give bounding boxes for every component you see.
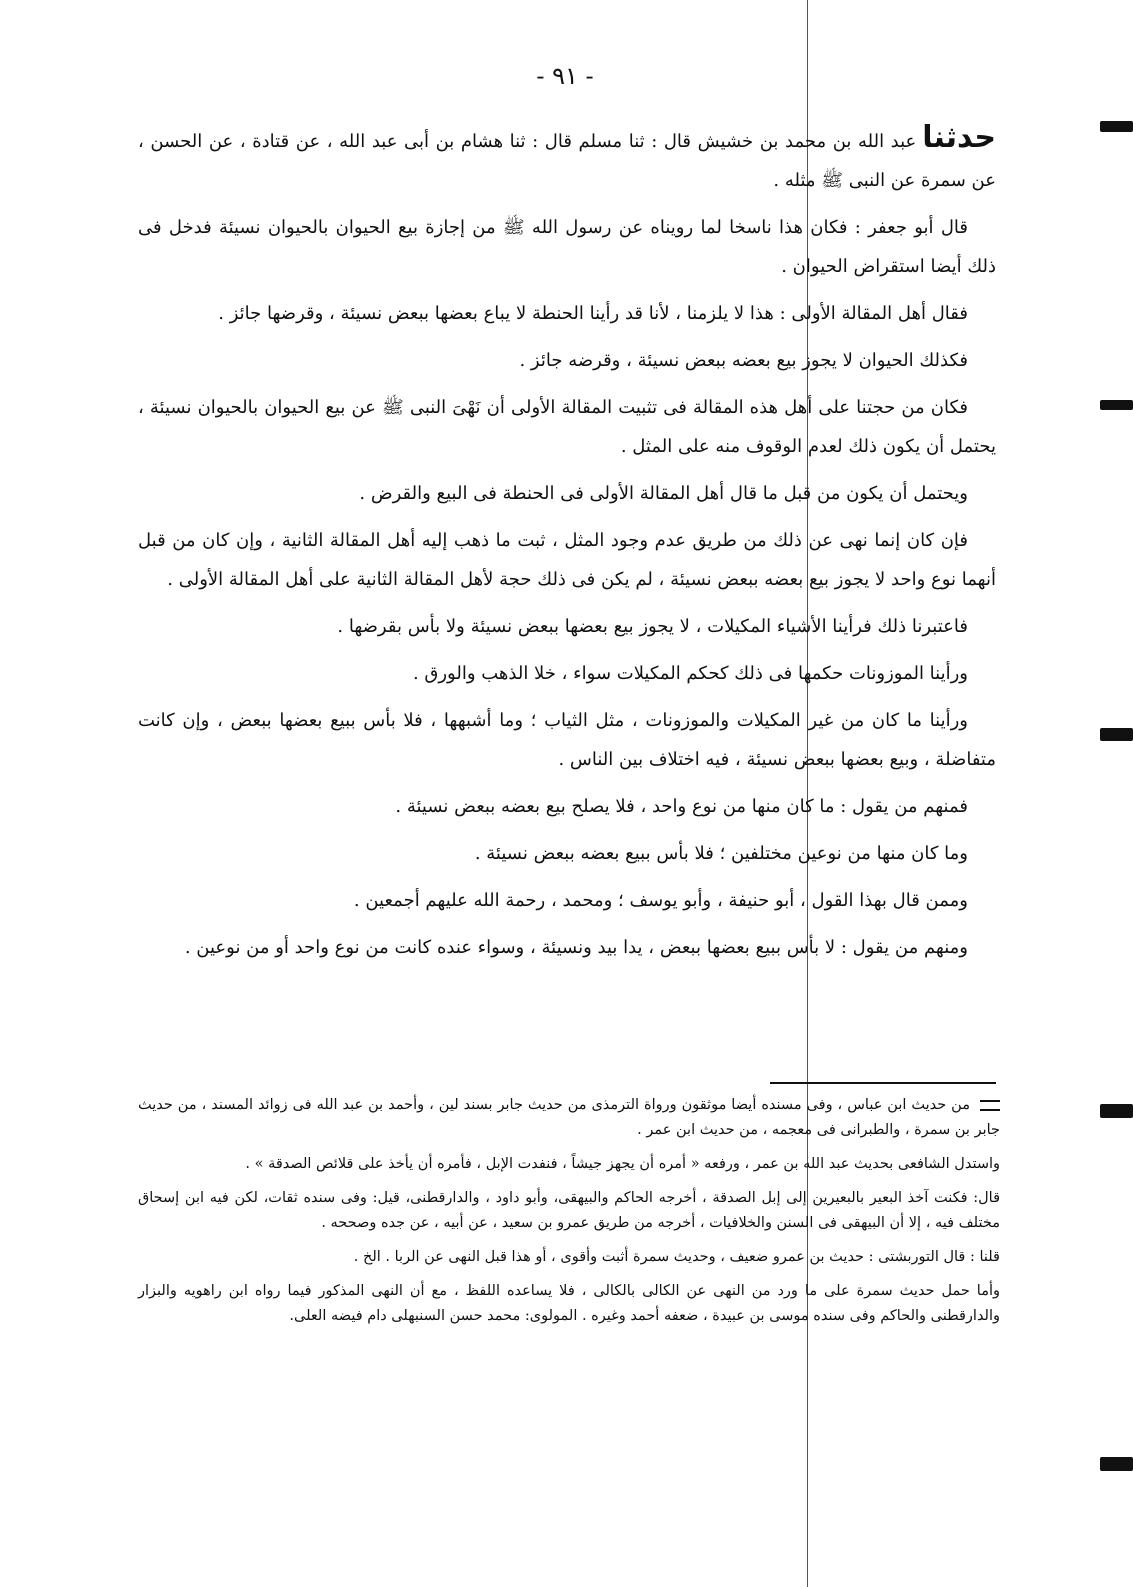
- paragraph: فاعتبرنا ذلك فرأينا الأشياء المكيلات ، لا يجوز بيع بعضها ببعض نسيئة ولا بأس بقرضها .: [337, 616, 968, 637]
- footnote: قال: فكنت آخذ البعير بالبعيرين إلى إبل الصدقة ، أخرجه الحاكم والبيهقى، وأبو داود ، والدارقطنى، قيل: وفى سنده ثقات، لكن فيه ابن إسحاق مختلف فيه ، إلا أن البيهقى فى السنن والخلافيات ، أخرجه من طريق عمرو بن سعيد ، عن أبيه ، عن جده وصححه .: [138, 1190, 1000, 1231]
- hadd-word: حدثنا: [922, 120, 996, 155]
- paragraph: فإن كان إنما نهى عن ذلك من طريق عدم وجود المثل ، ثبت ما ذهب إليه أهل المقالة الثانية ، وإن كان من قبل أنهما نوع واحد لا يجوز بيع بعضه ببعض نسيئة ، لم يكن فى ذلك حجة لأهل المقالة الثانية على أهل المقالة الأولى .: [138, 530, 996, 590]
- margin-mark: [1100, 728, 1133, 741]
- paragraph: فمنهم من يقول : ما كان منها من نوع واحد ، فلا يصلح بيع بعضه ببعض نسيئة .: [395, 796, 968, 817]
- footnote-text: من حديث ابن عباس ، وفى مسنده أيضا موثقون ورواة الترمذى من حديث جابر بسند لين ، وأحمد بن عبد الله فى زوائد المسند ، من حديث جابر بن سمرة ، والطبرانى فى معجمه ، من حديث ابن عمر .: [138, 1097, 1000, 1138]
- paragraph: فكذلك الحيوان لا يجوز بيع بعضه ببعض نسيئة ، وقرضه جائز .: [519, 350, 968, 371]
- footnote-continuation-marker: [980, 1100, 1000, 1111]
- footnote: [138, 1093, 1000, 1143]
- footnote: وأما حمل حديث سمرة على ما ورد من النهى عن الكالى بالكالى ، فلا يساعده اللفظ ، مع أن النهى المذكور فيما رواه ابن راهويه والبزار والدارقطنى والحاكم وفى سنده موسى بن عبيدة ، ضعفه أحمد وغيره . المولوى: محمد حسن السنبهلى دام فيضه العلى.: [138, 1283, 1000, 1324]
- margin-mark: [1100, 1104, 1133, 1118]
- paragraph: وما كان منها من نوعين مختلفين ؛ فلا بأس ببيع بعضه ببعض نسيئة .: [474, 843, 968, 864]
- margin-mark: [1100, 1457, 1133, 1471]
- paragraph: وممن قال بهذا القول ، أبو حنيفة ، وأبو يوسف ؛ ومحمد ، رحمة الله عليهم أجمعين .: [353, 890, 968, 911]
- paragraph: ورأينا الموزونات حكمها فى ذلك كحكم المكيلات سواء ، خلا الذهب والورق .: [412, 663, 968, 684]
- paragraph: قال أبو جعفر : فكان هذا ناسخا لما رويناه عن رسول الله ﷺ من إجازة بيع الحيوان بالحيوان نسيئة فدخل فى ذلك أيضا استقراض الحيوان .: [138, 217, 996, 277]
- footnotes: [138, 1093, 1000, 1338]
- page-number: - ٩١ -: [536, 62, 594, 90]
- paragraph: فكان من حجتنا على أهل هذه المقالة فى تثبيت المقالة الأولى أن نَهْىَ النبى ﷺ عن بيع الحيوان بالحيوان نسيئة ، يحتمل أن يكون ذلك لعدم الوقوف منه على المثل .: [138, 397, 996, 457]
- footnote: قلنا : قال التوربشتى : حديث بن عمرو ضعيف ، وحديث سمرة أثبت وأقوى ، أو هذا قبل النهى عن الربا . الخ .: [353, 1249, 1000, 1265]
- main-text: [138, 118, 996, 975]
- paragraph: ويحتمل أن يكون من قبل ما قال أهل المقالة الأولى فى الحنطة فى البيع والقرض .: [359, 483, 968, 504]
- footnote: واستدل الشافعى بحديث عبد الله بن عمر ، ورفعه « أمره أن يجهز جيشاً ، فنفدت الإبل ، فأمره أن يأخذ على قلائص الصدقة » .: [245, 1156, 1000, 1172]
- paragraph-text: عبد الله بن محمد بن خشيش قال : ثنا مسلم قال : ثنا هشام بن أبى عبد الله ، عن قتادة ، عن الحسن ، عن سمرة عن النبى ﷺ مثله .: [138, 131, 996, 191]
- paragraph: [138, 118, 996, 200]
- margin-mark: [1100, 400, 1133, 410]
- margin-mark: [1100, 121, 1133, 132]
- footnote-divider: [770, 1082, 996, 1084]
- paragraph: ومنهم من يقول : لا بأس ببيع بعضها ببعض ، يدا بيد ونسيئة ، وسواء عنده كانت من نوع واحد أو من نوعين .: [184, 937, 968, 958]
- paragraph: ورأينا ما كان من غير المكيلات والموزونات ، مثل الثياب ؛ وما أشبهها ، فلا بأس ببيع بعضها ببعض ، وإن كانت متفاضلة ، وبيع بعضها ببعض نسيئة ، فيه اختلاف بين الناس .: [138, 710, 996, 770]
- paragraph: فقال أهل المقالة الأولى : هذا لا يلزمنا ، لأنا قد رأينا الحنطة لا يباع بعضها ببعض نسيئة ، وقرضها جائز .: [218, 303, 968, 324]
